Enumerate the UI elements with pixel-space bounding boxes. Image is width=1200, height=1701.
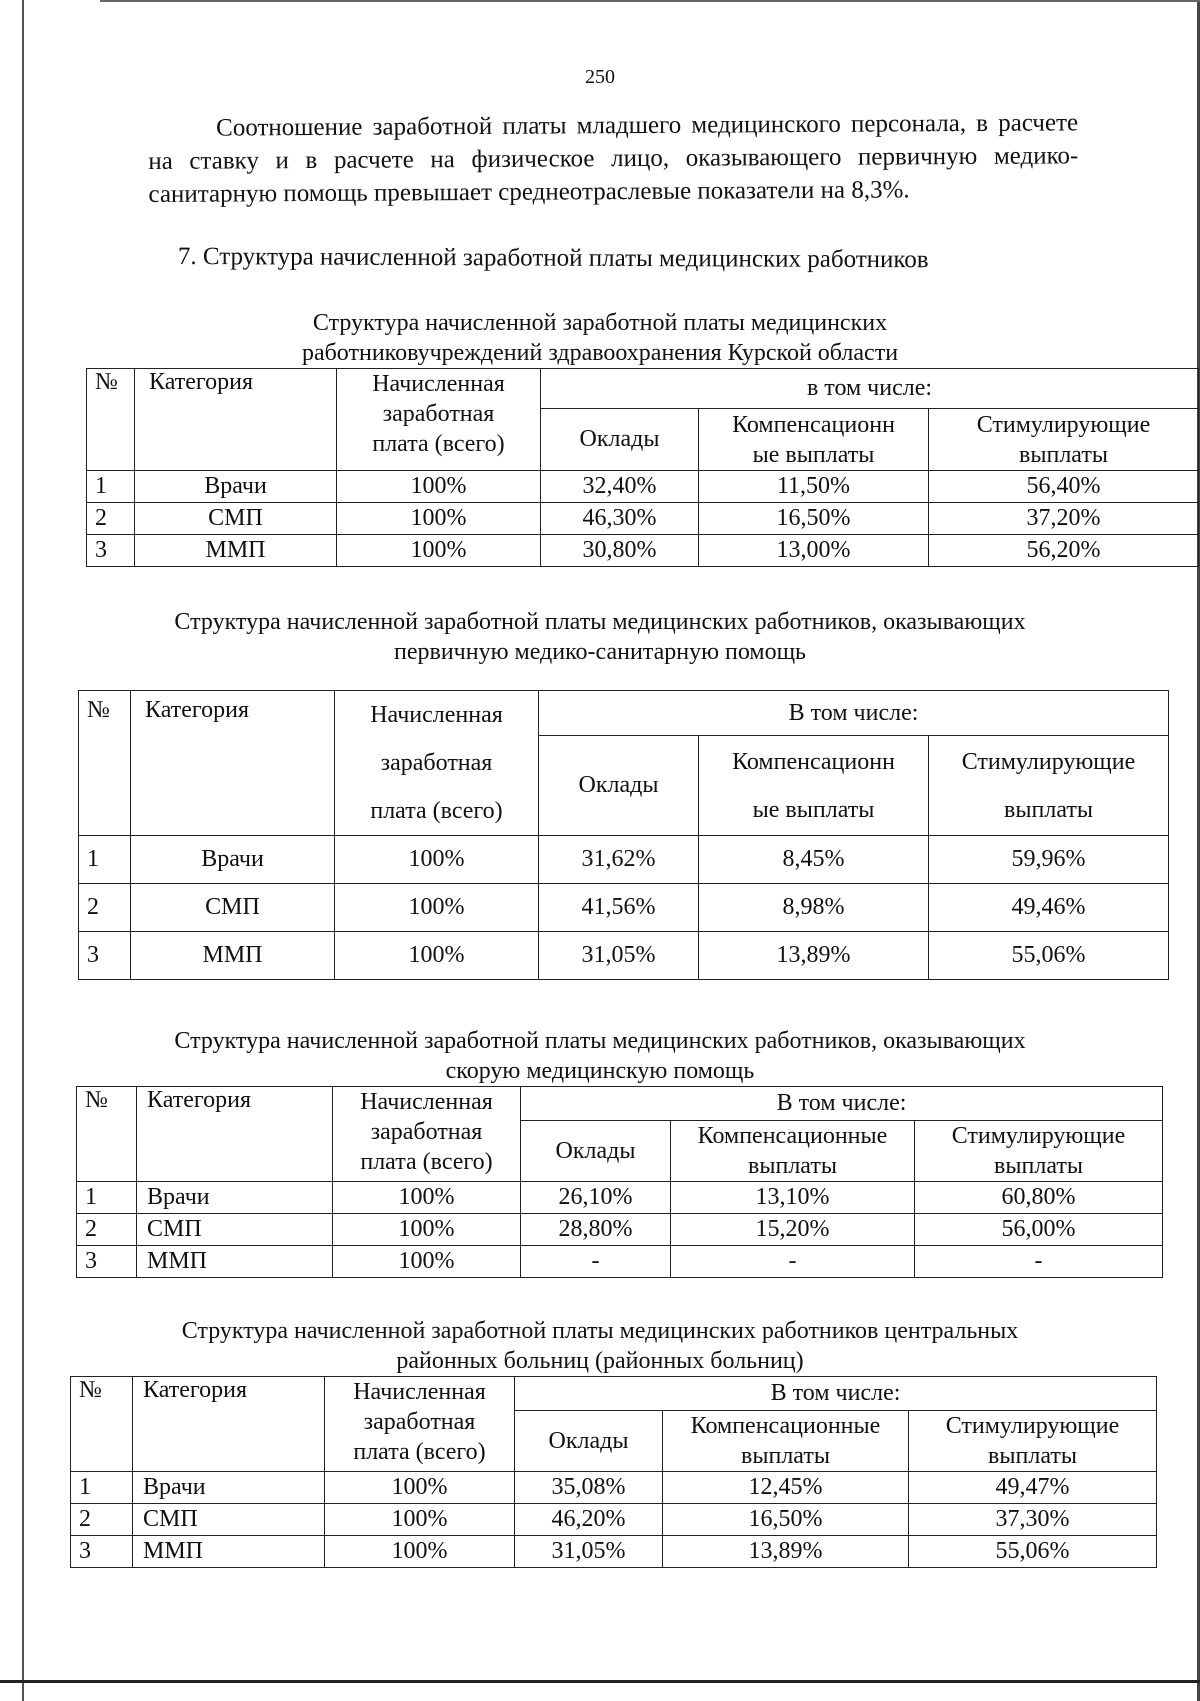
row-total: 100% (335, 932, 539, 980)
comp-line2: ые выплаты (752, 441, 875, 468)
row-total: 100% (337, 535, 541, 567)
total-line2: заработная (363, 1409, 476, 1435)
row-stim: 56,40% (929, 471, 1199, 503)
table3 (76, 1086, 1163, 1278)
table-row (87, 503, 1199, 535)
row-num: 1 (71, 1472, 133, 1504)
table3-header-comp (671, 1121, 915, 1182)
table3-header-stim (915, 1121, 1163, 1182)
row-comp: 8,98% (699, 884, 929, 932)
table3-caption-line2: скорую медицинскую помощь (445, 1058, 755, 1084)
row-comp: 13,10% (671, 1182, 915, 1214)
total-line3: плата (всего) (370, 798, 503, 824)
table2-header-category: Категория (131, 691, 335, 836)
row-salaries: 46,20% (515, 1504, 663, 1536)
table-row (77, 1214, 1163, 1246)
row-comp: 12,45% (663, 1472, 909, 1504)
row-category: Врачи (133, 1472, 325, 1504)
page-number: 250 (585, 66, 615, 88)
table2-header-total (335, 691, 539, 836)
row-salaries: 31,62% (539, 836, 699, 884)
table4 (70, 1376, 1157, 1568)
stim-line2: выплаты (994, 1153, 1083, 1179)
total-line2: заработная (380, 750, 493, 776)
row-total: 100% (337, 471, 541, 503)
row-salaries: 26,10% (521, 1182, 671, 1214)
table4-header-category: Категория (133, 1377, 325, 1472)
table3-caption (0, 1026, 1200, 1086)
table4-caption (0, 1316, 1200, 1376)
total-line2: заработная (370, 1119, 483, 1145)
row-salaries: 31,05% (515, 1536, 663, 1568)
row-category: СМП (131, 884, 335, 932)
intro-paragraph: Соотношение заработной платы младшего медицинского персонала, в расчете на ставку и в расчете на физическое лицо, оказывающего первичную медико-санитарную помощь превышает среднеотраслевые показатели на 8,3%. (148, 109, 1079, 208)
table-row (77, 1246, 1163, 1278)
table2-caption (0, 607, 1200, 667)
row-salaries: 35,08% (515, 1472, 663, 1504)
table-row (79, 836, 1169, 884)
row-category: ММП (135, 535, 337, 567)
row-comp: 16,50% (663, 1504, 909, 1536)
table-row (71, 1472, 1157, 1504)
comp-line1: Компенсационные (697, 1123, 888, 1149)
row-stim: 37,30% (909, 1504, 1157, 1536)
table2-header-salaries: Оклады (539, 736, 699, 836)
table1-header-including: в том числе: (541, 369, 1199, 409)
page-bottom-rule (0, 1680, 1200, 1683)
table4-header-total (325, 1377, 515, 1472)
row-stim: 60,80% (915, 1182, 1163, 1214)
section-title: 7. Структура начисленной заработной платы медицинских работников (177, 243, 929, 274)
table4-header-num: № (71, 1377, 133, 1472)
total-line3: плата (всего) (372, 431, 505, 457)
row-category: СМП (137, 1214, 333, 1246)
row-num: 1 (79, 836, 131, 884)
stim-line1: Стимулирующие (945, 1413, 1120, 1439)
row-comp: 13,00% (699, 535, 929, 567)
row-salaries: 41,56% (539, 884, 699, 932)
row-salaries: 32,40% (541, 471, 699, 503)
row-stim: 56,00% (915, 1214, 1163, 1246)
row-salaries: 31,05% (539, 932, 699, 980)
stim-line2: выплаты (1004, 796, 1093, 823)
table1-header-num: № (87, 369, 135, 471)
row-num: 1 (87, 471, 135, 503)
table1-caption-line2: работниковучреждений здравоохранения Курской области (301, 340, 899, 366)
row-stim: 37,20% (929, 503, 1199, 535)
table2-header-stim (929, 736, 1169, 836)
row-comp: 11,50% (699, 471, 929, 503)
table-row (79, 932, 1169, 980)
row-category: СМП (135, 503, 337, 535)
row-stim: 49,47% (909, 1472, 1157, 1504)
table4-caption-line2: районных больниц (районных больниц) (396, 1348, 804, 1374)
row-stim: - (915, 1246, 1163, 1278)
row-category: ММП (137, 1246, 333, 1278)
table3-header-category: Категория (137, 1087, 333, 1182)
table3-caption-line1: Структура начисленной заработной платы медицинских работников, оказывающих (174, 1028, 1026, 1054)
table3-header-including: В том числе: (521, 1087, 1163, 1121)
table-row (87, 535, 1199, 567)
total-line3: плата (всего) (360, 1149, 493, 1175)
row-stim: 56,20% (929, 535, 1199, 567)
scan-left-edge (22, 0, 24, 1701)
row-stim: 55,06% (909, 1536, 1157, 1568)
row-total: 100% (335, 884, 539, 932)
row-num: 1 (77, 1182, 137, 1214)
table1 (86, 368, 1199, 567)
row-comp: - (671, 1246, 915, 1278)
comp-line1: Компенсационн (732, 411, 895, 438)
row-num: 3 (71, 1536, 133, 1568)
table-row (79, 884, 1169, 932)
table-row (71, 1536, 1157, 1568)
table1-caption-line1: Структура начисленной заработной платы медицинских (312, 310, 888, 336)
row-total: 100% (337, 503, 541, 535)
row-category: Врачи (131, 836, 335, 884)
row-total: 100% (333, 1214, 521, 1246)
table2 (78, 690, 1169, 980)
row-num: 2 (79, 884, 131, 932)
row-num: 2 (77, 1214, 137, 1246)
row-comp: 8,45% (699, 836, 929, 884)
comp-line2: ые выплаты (752, 796, 875, 823)
stim-line1: Стимулирующие (961, 748, 1136, 775)
row-comp: 13,89% (699, 932, 929, 980)
table1-header-total (337, 369, 541, 471)
row-comp: 13,89% (663, 1536, 909, 1568)
total-line1: Начисленная (360, 1089, 493, 1115)
comp-line2: выплаты (748, 1153, 837, 1179)
row-salaries: 30,80% (541, 535, 699, 567)
row-category: СМП (133, 1504, 325, 1536)
table3-header-total (333, 1087, 521, 1182)
table3-header-num: № (77, 1087, 137, 1182)
table1-header-salaries: Оклады (541, 409, 699, 471)
table-row (87, 471, 1199, 503)
table4-header-including: В том числе: (515, 1377, 1157, 1411)
row-comp: 16,50% (699, 503, 929, 535)
table4-header-comp (663, 1411, 909, 1472)
table2-caption-line1: Структура начисленной заработной платы медицинских работников, оказывающих (174, 609, 1026, 635)
row-num: 3 (79, 932, 131, 980)
table-row (71, 1504, 1157, 1536)
table-row (77, 1182, 1163, 1214)
total-line1: Начисленная (353, 1379, 486, 1405)
table1-caption (0, 308, 1200, 368)
row-total: 100% (325, 1536, 515, 1568)
row-salaries: 28,80% (521, 1214, 671, 1246)
total-line2: заработная (382, 401, 495, 427)
table4-header-stim (909, 1411, 1157, 1472)
row-stim: 49,46% (929, 884, 1169, 932)
table3-header-salaries: Оклады (521, 1121, 671, 1182)
table4-header-salaries: Оклады (515, 1411, 663, 1472)
row-category: Врачи (135, 471, 337, 503)
stim-line2: выплаты (1019, 441, 1108, 468)
row-num: 3 (77, 1246, 137, 1278)
total-line1: Начисленная (372, 371, 505, 397)
stim-line2: выплаты (988, 1443, 1077, 1469)
table4-caption-line1: Структура начисленной заработной платы медицинских работников центральных (181, 1318, 1019, 1344)
total-line1: Начисленная (370, 702, 503, 728)
row-category: ММП (131, 932, 335, 980)
row-category: ММП (133, 1536, 325, 1568)
table2-caption-line2: первичную медико-санитарную помощь (393, 639, 807, 665)
row-stim: 55,06% (929, 932, 1169, 980)
row-stim: 59,96% (929, 836, 1169, 884)
row-total: 100% (325, 1472, 515, 1504)
comp-line1: Компенсационные (690, 1413, 881, 1439)
scan-top-edge (100, 0, 1200, 2)
comp-line2: выплаты (741, 1443, 830, 1469)
row-category: Врачи (137, 1182, 333, 1214)
row-num: 2 (71, 1504, 133, 1536)
row-total: 100% (335, 836, 539, 884)
table2-header-comp (699, 736, 929, 836)
stim-line1: Стимулирующие (976, 411, 1151, 438)
table1-header-comp (699, 409, 929, 471)
row-num: 2 (87, 503, 135, 535)
row-num: 3 (87, 535, 135, 567)
row-total: 100% (325, 1504, 515, 1536)
total-line3: плата (всего) (353, 1439, 486, 1465)
comp-line1: Компенсационн (732, 748, 895, 775)
row-total: 100% (333, 1182, 521, 1214)
table1-header-category: Категория (135, 369, 337, 471)
table2-header-including: В том числе: (539, 691, 1169, 736)
row-salaries: 46,30% (541, 503, 699, 535)
stim-line1: Стимулирующие (951, 1123, 1126, 1149)
row-total: 100% (333, 1246, 521, 1278)
row-comp: 15,20% (671, 1214, 915, 1246)
table2-header-num: № (79, 691, 131, 836)
table1-header-stim (929, 409, 1199, 471)
row-salaries: - (521, 1246, 671, 1278)
